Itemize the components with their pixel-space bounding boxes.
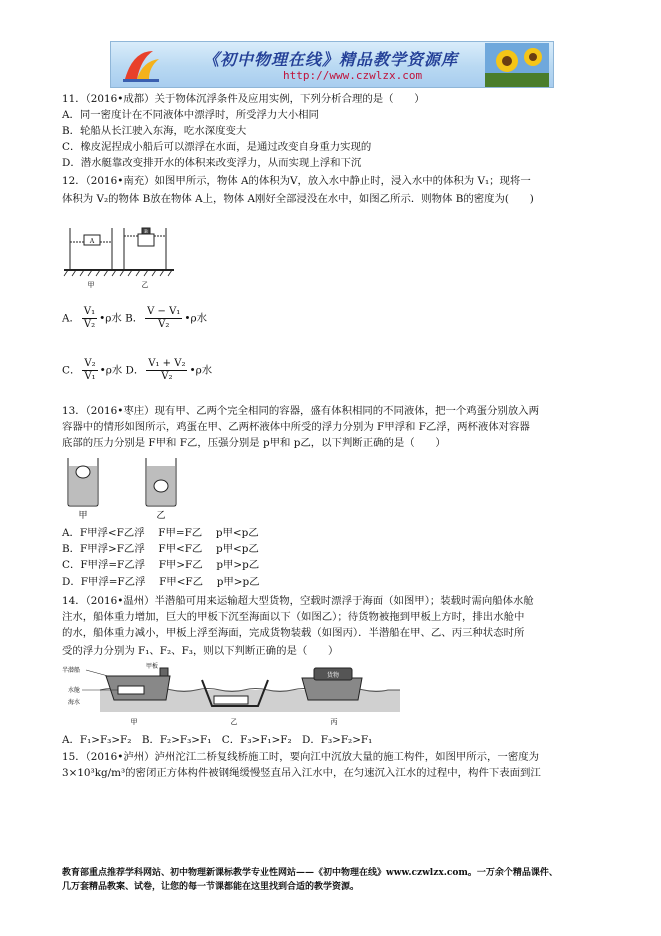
q14-options: A．F₁>F₃>F₂ B．F₂>F₃>F₁ C．F₃>F₁>F₂ D．F₃>F₂>F₁ <box>62 734 373 746</box>
q13-stem-2: 容器中的情形如图所示，鸡蛋在甲、乙两杯液体中所受的浮力分别为 F甲浮和 F乙浮，两杯液体对容器 <box>62 421 530 433</box>
q14-stem-1: 14．（2016•温州）半潜船可用来运输超大型货物，空载时漂浮于海面（如图甲）；装载时需向船体水舱 <box>62 595 534 607</box>
q12-option-a-fraction <box>82 306 97 331</box>
q14-figure-sea: 海水 <box>68 699 81 706</box>
q14-figure-deck: 甲板 <box>146 663 159 670</box>
q12-option-d-numerator: V₁ + V₂ <box>148 358 186 369</box>
q14-figure <box>62 662 402 730</box>
q14-figure-label-c: 丙 <box>330 718 338 726</box>
q13-figure-label-b: 乙 <box>156 511 166 521</box>
q13-stem-1: 13．（2016•枣庄）现有甲、乙两个完全相同的容器，盛有体积相同的不同液体，把一个鸡蛋分别放入两 <box>62 405 539 417</box>
q13-option-a: A．F甲浮<F乙浮 F甲=F乙 p甲<p乙 <box>62 527 259 539</box>
q12-option-a-label: A． <box>62 312 80 325</box>
footer-line-2: 几万套精品教案、试卷，让您的每一节课都能在这里找到合适的教学资源。 <box>62 882 360 892</box>
q13-stem-3: 底部的压力分别是 F甲和 F乙，压强分别是 p甲和 p乙，以下判断正确的是（ ） <box>62 437 446 449</box>
q14-stem-4: 受的浮力分别为 F₁、F₂、F₃，则以下判断正确的是（ ） <box>62 645 339 657</box>
q12-option-b-tail: •ρ水 <box>184 312 207 325</box>
q12-option-b-fraction <box>145 306 182 331</box>
q12-option-a-numerator: V₁ <box>83 306 96 317</box>
q15-stem-2: 3×10³kg/m³的密闭正方体构件被钢绳缓慢竖直吊入江水中，在匀速沉入江水的过程中，构件下表面到江 <box>62 767 541 779</box>
q11-option-d: D．潜水艇靠改变排开水的体积来改变浮力，从而实现上浮和下沉 <box>62 157 362 169</box>
q12-option-c-numerator: V₂ <box>84 358 96 369</box>
q15-stem-1: 15．（2016•泸州）泸州沱江二桥复线桥施工时，要向江中沉放大量的施工构件，如图甲所示，一密度为 <box>62 751 539 763</box>
q12-option-a-denominator: V₂ <box>83 319 96 330</box>
q12-option-d-tail: •ρ水 <box>189 364 213 377</box>
banner-url[interactable]: http://www.czwlzx.com <box>283 69 423 82</box>
q11-option-a: A．同一密度计在不同液体中漂浮时，所受浮力大小相同 <box>62 109 319 121</box>
q13-option-b: B．F甲浮>F乙浮 F甲<F乙 p甲<p乙 <box>62 543 259 555</box>
q12-option-d-denominator: V₂ <box>161 371 173 382</box>
q13-figure-label-a: 甲 <box>78 511 88 521</box>
q12-option-d-fraction <box>146 358 187 383</box>
header-banner <box>110 41 554 88</box>
footer-line-1: 教育部重点推荐学科网站、初中物理新课标教学专业性网站——《初中物理在线》www.czwlzx.com。一万余个精品课件、 <box>62 868 558 878</box>
page-footer <box>62 866 558 894</box>
banner-title: 《初中物理在线》精品教学资源库 <box>203 50 459 69</box>
sunflower-icon <box>485 43 549 88</box>
q14-figure-tank: 水舱 <box>68 687 81 694</box>
q12-option-c-fraction <box>82 358 97 383</box>
q12-figure-mark-b: B <box>144 229 148 235</box>
q11-option-c: C．橡皮泥捏成小船后可以漂浮在水面，是通过改变自身重力实现的 <box>62 141 372 153</box>
q12-option-b-numerator: V − V₁ <box>147 306 181 317</box>
q13-figure <box>62 454 192 522</box>
q12-figure-label-b: 乙 <box>141 281 149 289</box>
q12-options-cd <box>62 358 212 383</box>
q11-option-b: B．轮船从长江驶入东海，吃水深度变大 <box>62 125 247 137</box>
q12-option-c-tail: •ρ水 <box>99 364 123 377</box>
q12-option-c-label: C． <box>62 364 81 377</box>
q12-figure <box>62 222 178 290</box>
q12-option-d-label: D． <box>125 364 145 377</box>
q12-stem-1: 12．（2016•南充）如图甲所示，物体 A的体积为V，放入水中静止时，浸入水中的体积为 V₁；现将一 <box>62 175 531 187</box>
q14-figure-label-a: 甲 <box>130 718 138 726</box>
q12-option-c-denominator: V₁ <box>84 371 96 382</box>
q12-options-ab <box>62 306 207 331</box>
q12-stem-2: 体积为 V₂的物体 B放在物体 A上，物体 A刚好全部浸没在水中，如图乙所示．则物体 B的密度为( ) <box>62 193 534 205</box>
q14-figure-label-b: 乙 <box>230 718 238 726</box>
q12-figure-label-a: 甲 <box>87 281 95 289</box>
q14-stem-3: 的水，船体重力减小，甲板上浮至海面，完成货物装载（如图丙）．半潜船在甲、乙、丙三种状态时所 <box>62 627 525 639</box>
q14-figure-cargo: 货物 <box>326 672 340 679</box>
q12-figure-mark-a: A <box>89 238 95 245</box>
q12-option-b-label: B． <box>125 312 144 325</box>
q12-option-a-tail: •ρ水 <box>99 312 122 325</box>
q13-option-c: C．F甲浮=F乙浮 F甲>F乙 p甲>p乙 <box>62 559 260 571</box>
q12-option-b-denominator: V₂ <box>158 319 170 330</box>
q14-stem-2: 注水，船体重力增加，巨大的甲板下沉至海面以下（如图乙）；待货物被拖到甲板上方时，排出水舱中 <box>62 611 525 623</box>
logo-icon <box>119 45 163 85</box>
q13-option-d: D．F甲浮=F乙浮 F甲<F乙 p甲>p乙 <box>62 576 260 588</box>
q14-figure-ship: 半潜船 <box>62 667 81 674</box>
q11-stem: 11．（2016•成都）关于物体沉浮条件及应用实例，下列分析合理的是（ ） <box>62 93 425 105</box>
